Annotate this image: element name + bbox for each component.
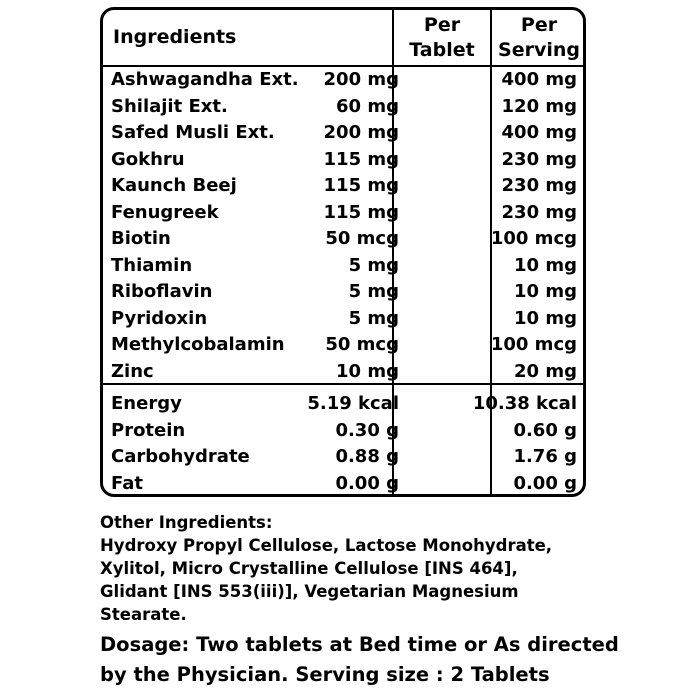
row-name: Safed Musli Ext. (111, 122, 275, 143)
row-per-tablet: 115 mg (323, 201, 399, 223)
table-row (103, 94, 583, 121)
row-name: Protein (111, 419, 186, 441)
row-per-serving: 230 mg (501, 148, 577, 170)
header-per-tablet-line2: Tablet (409, 39, 475, 61)
row-name: Carbohydrate (111, 446, 250, 467)
row-name: Kaunch Beej (111, 175, 237, 196)
row-per-serving: 400 mg (501, 69, 577, 90)
row-name: Gokhru (111, 148, 185, 170)
row-name: Biotin (111, 228, 171, 249)
row-per-serving: 10.38 kcal (472, 393, 577, 414)
row-per-serving: 10 mg (514, 254, 577, 276)
other-ingredients (100, 511, 670, 626)
row-name: Shilajit Ext. (111, 95, 228, 117)
header-per-tablet-line1: Per (423, 14, 461, 36)
row-per-serving: 10 mg (514, 307, 577, 329)
row-per-serving: 400 mg (501, 122, 577, 143)
row-per-tablet: 0.30 g (335, 419, 399, 441)
dosage-line: by the Physician. Serving size : 2 Tablets (100, 663, 550, 686)
other-ingredients-line: Stearate. (100, 605, 187, 624)
row-per-tablet: 5 mg (348, 307, 399, 329)
row-per-tablet: 10 mg (336, 360, 399, 382)
row-per-tablet: 5 mg (348, 254, 399, 276)
row-per-tablet: 50 mcg (325, 334, 399, 355)
table-row (103, 67, 583, 94)
row-per-serving: 230 mg (501, 201, 577, 223)
table-row (103, 391, 583, 418)
row-name: Fenugreek (111, 201, 219, 223)
row-per-tablet: 200 mg (323, 122, 399, 143)
row-per-serving: 120 mg (501, 95, 577, 117)
row-name: Methylcobalamin (111, 334, 285, 355)
other-ingredients-line: Xylitol, Micro Crystalline Cellulose [INS 464], (100, 559, 518, 578)
table-row (103, 306, 583, 333)
row-per-serving: 0.00 g (513, 472, 577, 494)
row-per-tablet: 0.88 g (335, 446, 399, 467)
other-ingredients-line: Hydroxy Propyl Cellulose, Lactose Monohydrate, (100, 536, 553, 555)
table-row (103, 279, 583, 306)
other-ingredients-line: Glidant [INS 553(iii)], Vegetarian Magnesium (100, 582, 519, 601)
row-name: Energy (111, 393, 182, 414)
row-per-serving: 10 mg (514, 281, 577, 302)
row-per-tablet: 115 mg (323, 148, 399, 170)
table-row (103, 147, 583, 174)
header-per-serving-line1: Per (520, 14, 558, 36)
table-row (103, 359, 583, 386)
row-per-serving: 100 mcg (490, 334, 577, 355)
row-name: Thiamin (111, 254, 193, 276)
other-ingredients-title: Other Ingredients: (100, 513, 273, 532)
dosage-instructions (100, 630, 680, 690)
row-name: Riboflavin (111, 281, 213, 302)
row-name: Pyridoxin (111, 307, 208, 329)
table-row (103, 226, 583, 253)
dosage-line: Dosage: Two tablets at Bed time or As directed (100, 633, 619, 656)
row-per-serving: 0.60 g (513, 419, 577, 441)
row-per-tablet: 115 mg (323, 175, 399, 196)
row-per-tablet: 0.00 g (335, 472, 399, 494)
row-per-serving: 20 mg (514, 360, 577, 382)
row-per-serving: 230 mg (501, 175, 577, 196)
table-row (103, 200, 583, 227)
header-per-serving-line2: Serving (498, 39, 580, 61)
row-per-tablet: 60 mg (336, 95, 399, 117)
table-row (103, 120, 583, 147)
row-per-tablet: 50 mcg (325, 228, 399, 249)
row-per-tablet: 5.19 kcal (307, 393, 399, 414)
row-per-tablet: 5 mg (348, 281, 399, 302)
table-row (103, 173, 583, 200)
row-name: Zinc (111, 360, 154, 382)
table-row (103, 471, 583, 498)
row-per-serving: 100 mcg (490, 228, 577, 249)
table-row (103, 444, 583, 471)
table-row (103, 253, 583, 280)
table-row (103, 332, 583, 359)
row-name: Fat (111, 472, 143, 494)
ingredients-table (100, 7, 586, 497)
table-row (103, 418, 583, 445)
row-per-serving: 1.76 g (513, 446, 577, 467)
row-name: Ashwagandha Ext. (111, 69, 299, 90)
header-ingredients: Ingredients (113, 26, 237, 48)
row-per-tablet: 200 mg (323, 69, 399, 90)
